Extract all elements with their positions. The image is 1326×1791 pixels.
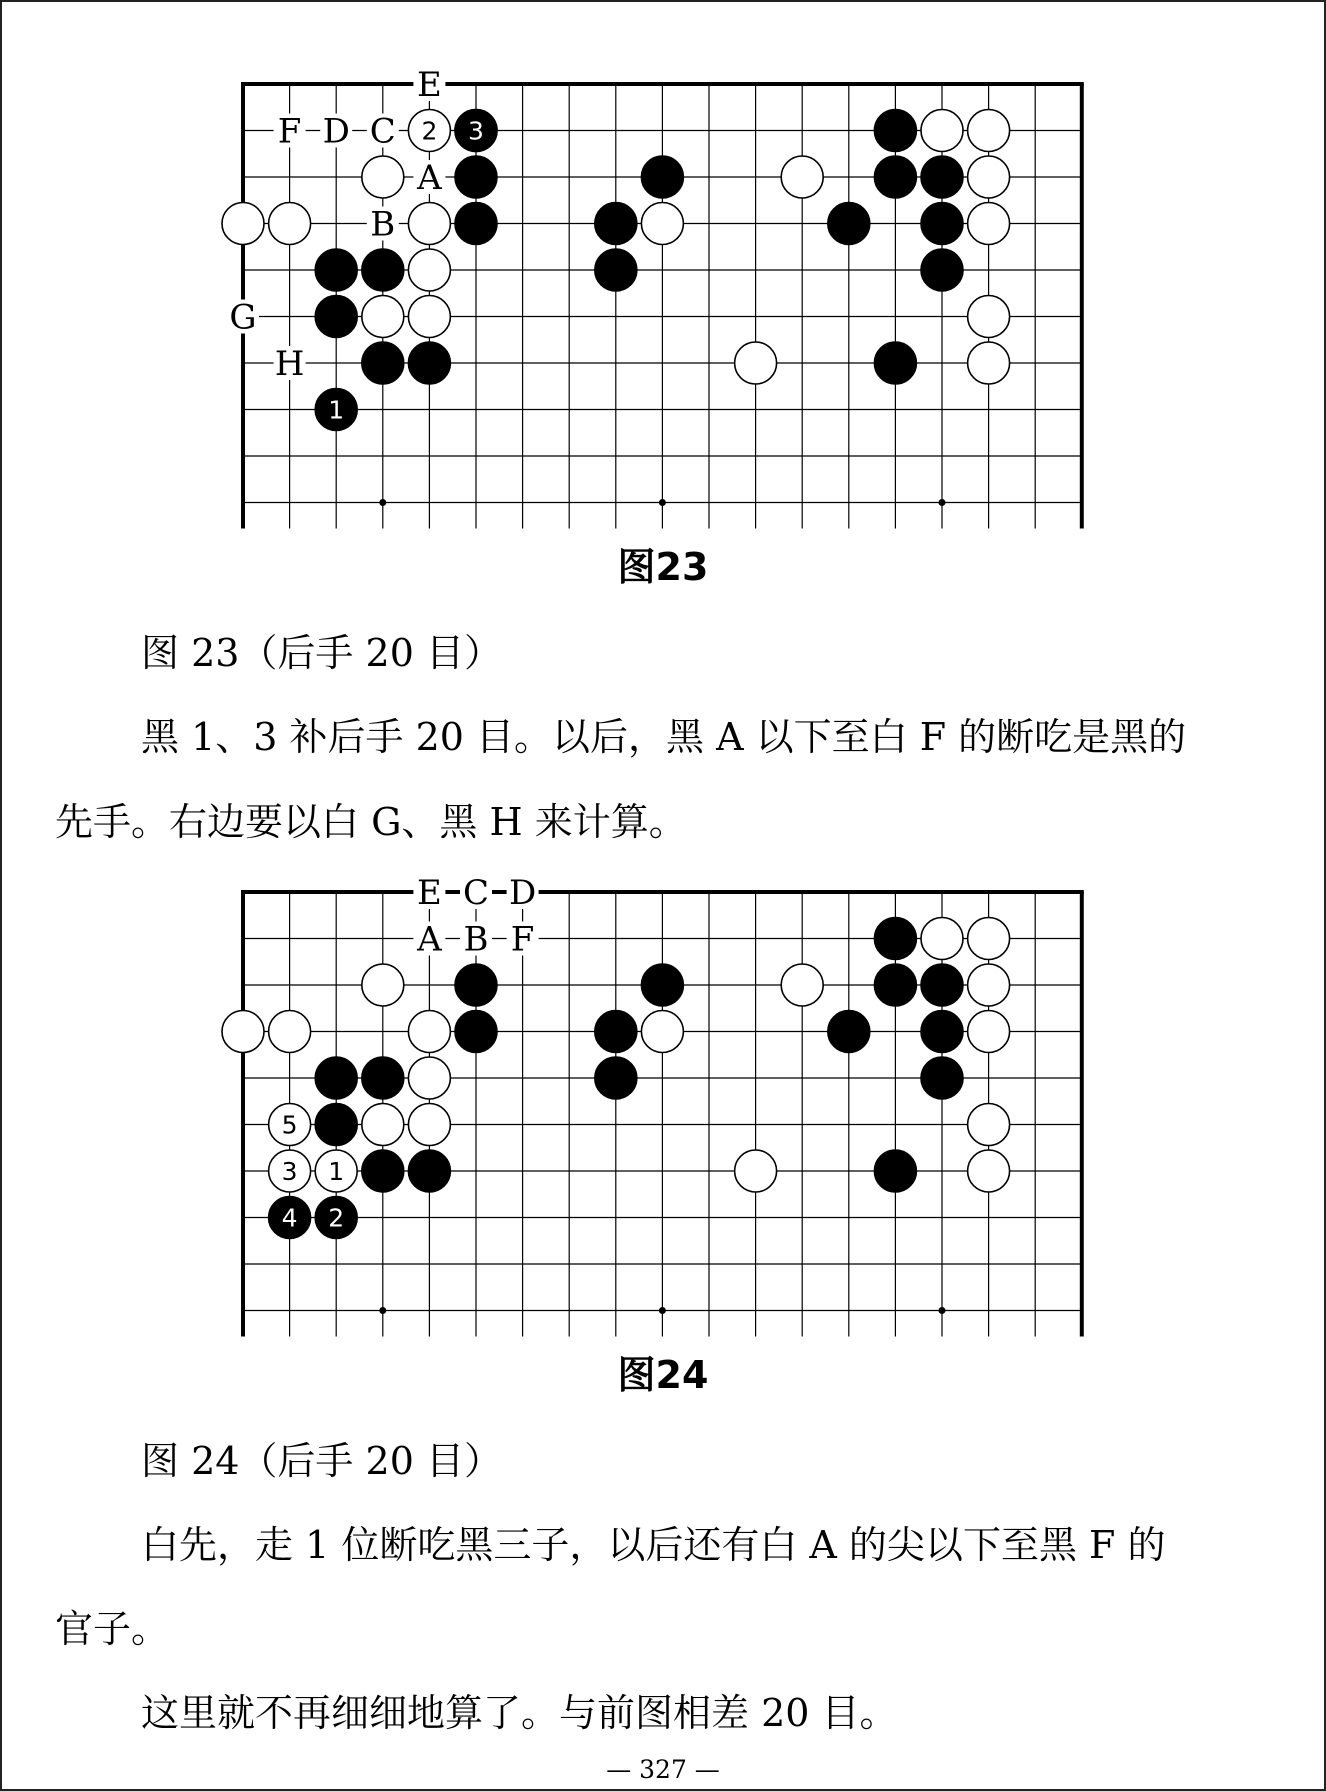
white-stone bbox=[968, 918, 1010, 960]
white-stone bbox=[362, 1104, 404, 1146]
stone-number: 2 bbox=[421, 116, 438, 146]
stone-number: 1 bbox=[328, 395, 345, 425]
black-stone bbox=[455, 156, 497, 198]
star-point bbox=[379, 499, 386, 506]
white-stone bbox=[222, 203, 264, 245]
point-label-B: B bbox=[370, 204, 396, 245]
white-stone bbox=[735, 1150, 777, 1192]
black-stone bbox=[921, 1057, 963, 1099]
white-stone bbox=[968, 203, 1010, 245]
black-stone bbox=[408, 342, 450, 384]
black-stone bbox=[641, 156, 683, 198]
fig23-paragraph-line1: 黑 1、3 补后手 20 目。以后，黑 A 以下至白 F 的断吃是黑的 bbox=[141, 715, 1187, 759]
black-stone bbox=[921, 203, 963, 245]
white-stone bbox=[968, 1011, 1010, 1053]
black-stone bbox=[874, 964, 916, 1006]
black-stone bbox=[595, 1057, 637, 1099]
black-stone bbox=[362, 1057, 404, 1099]
fig24-paragraph-line1: 白先，走 1 位断吃黑三子，以后还有白 A 的尖以下至黑 F 的 bbox=[141, 1523, 1166, 1567]
white-stone bbox=[269, 1011, 311, 1053]
white-stone bbox=[362, 964, 404, 1006]
go-board-fig24 bbox=[0, 810, 1326, 1370]
black-stone bbox=[828, 1011, 870, 1053]
black-stone bbox=[874, 342, 916, 384]
white-stone bbox=[408, 296, 450, 338]
star-point bbox=[939, 499, 946, 506]
white-stone bbox=[269, 203, 311, 245]
black-stone bbox=[595, 203, 637, 245]
point-label-F: F bbox=[277, 111, 302, 152]
fig23-heading: 图 23（后手 20 目） bbox=[141, 631, 502, 675]
point-label-B: B bbox=[463, 919, 489, 960]
black-stone bbox=[921, 1011, 963, 1053]
white-stone bbox=[921, 110, 963, 152]
go-board-fig23 bbox=[0, 0, 1326, 560]
point-label-E: E bbox=[416, 65, 442, 105]
page-number: — 327 — bbox=[606, 1755, 720, 1784]
white-stone bbox=[222, 1011, 264, 1053]
star-point bbox=[379, 1307, 386, 1314]
white-stone bbox=[781, 964, 823, 1006]
black-stone bbox=[362, 1150, 404, 1192]
figure-caption-24: 图24 bbox=[617, 1353, 709, 1397]
white-stone bbox=[968, 156, 1010, 198]
fig24-heading: 图 24（后手 20 目） bbox=[141, 1439, 502, 1483]
stone-number: 1 bbox=[328, 1157, 345, 1186]
white-stone bbox=[921, 918, 963, 960]
white-stone bbox=[641, 1011, 683, 1053]
white-stone bbox=[641, 203, 683, 245]
fig24-paragraph-line2: 官子。 bbox=[55, 1607, 170, 1651]
white-stone bbox=[408, 1011, 450, 1053]
black-stone bbox=[595, 1011, 637, 1053]
white-stone bbox=[408, 203, 450, 245]
white-stone bbox=[735, 342, 777, 384]
black-stone bbox=[641, 964, 683, 1006]
white-stone bbox=[968, 342, 1010, 384]
black-stone bbox=[362, 249, 404, 291]
white-stone bbox=[362, 156, 404, 198]
black-stone bbox=[408, 1150, 450, 1192]
fig24-paragraph-line3: 这里就不再细细地算了。与前图相差 20 目。 bbox=[141, 1691, 898, 1735]
stone-number: 3 bbox=[468, 116, 484, 146]
white-stone bbox=[968, 110, 1010, 152]
point-label-H: H bbox=[274, 344, 305, 384]
white-stone bbox=[968, 296, 1010, 338]
star-point bbox=[939, 1307, 946, 1314]
point-label-F: F bbox=[510, 919, 535, 960]
black-stone bbox=[315, 296, 357, 338]
stone-number: 4 bbox=[281, 1203, 298, 1233]
white-stone bbox=[408, 1057, 450, 1099]
white-stone bbox=[408, 1104, 450, 1146]
white-stone bbox=[968, 964, 1010, 1006]
black-stone bbox=[315, 1104, 357, 1146]
figure-caption-23: 图23 bbox=[617, 545, 709, 589]
star-point bbox=[659, 1307, 666, 1314]
point-label-C: C bbox=[369, 111, 396, 152]
white-stone bbox=[968, 1104, 1010, 1146]
black-stone bbox=[921, 249, 963, 291]
fig23-paragraph-line2: 先手。右边要以白 G、黑 H 来计算。 bbox=[55, 800, 687, 844]
white-stone bbox=[362, 296, 404, 338]
black-stone bbox=[455, 1011, 497, 1053]
white-stone bbox=[408, 249, 450, 291]
black-stone bbox=[362, 342, 404, 384]
stone-number: 3 bbox=[281, 1157, 298, 1186]
black-stone bbox=[921, 156, 963, 198]
black-stone bbox=[874, 110, 916, 152]
stone-number: 5 bbox=[281, 1110, 298, 1140]
black-stone bbox=[874, 156, 916, 198]
stone-number: 2 bbox=[328, 1203, 345, 1233]
black-stone bbox=[921, 964, 963, 1006]
black-stone bbox=[315, 1057, 357, 1099]
point-label-D: D bbox=[508, 873, 537, 913]
black-stone bbox=[874, 1150, 916, 1192]
white-stone bbox=[968, 1150, 1010, 1192]
black-stone bbox=[595, 249, 637, 291]
black-stone bbox=[315, 249, 357, 291]
point-label-C: C bbox=[462, 873, 490, 913]
white-stone bbox=[781, 156, 823, 198]
point-label-A: A bbox=[417, 158, 442, 198]
black-stone bbox=[828, 203, 870, 245]
point-label-A: A bbox=[417, 919, 442, 960]
star-point bbox=[659, 499, 666, 506]
point-label-D: D bbox=[322, 111, 350, 152]
black-stone bbox=[455, 964, 497, 1006]
point-label-E: E bbox=[416, 873, 442, 913]
point-label-G: G bbox=[229, 297, 257, 338]
black-stone bbox=[455, 203, 497, 245]
black-stone bbox=[874, 918, 916, 960]
